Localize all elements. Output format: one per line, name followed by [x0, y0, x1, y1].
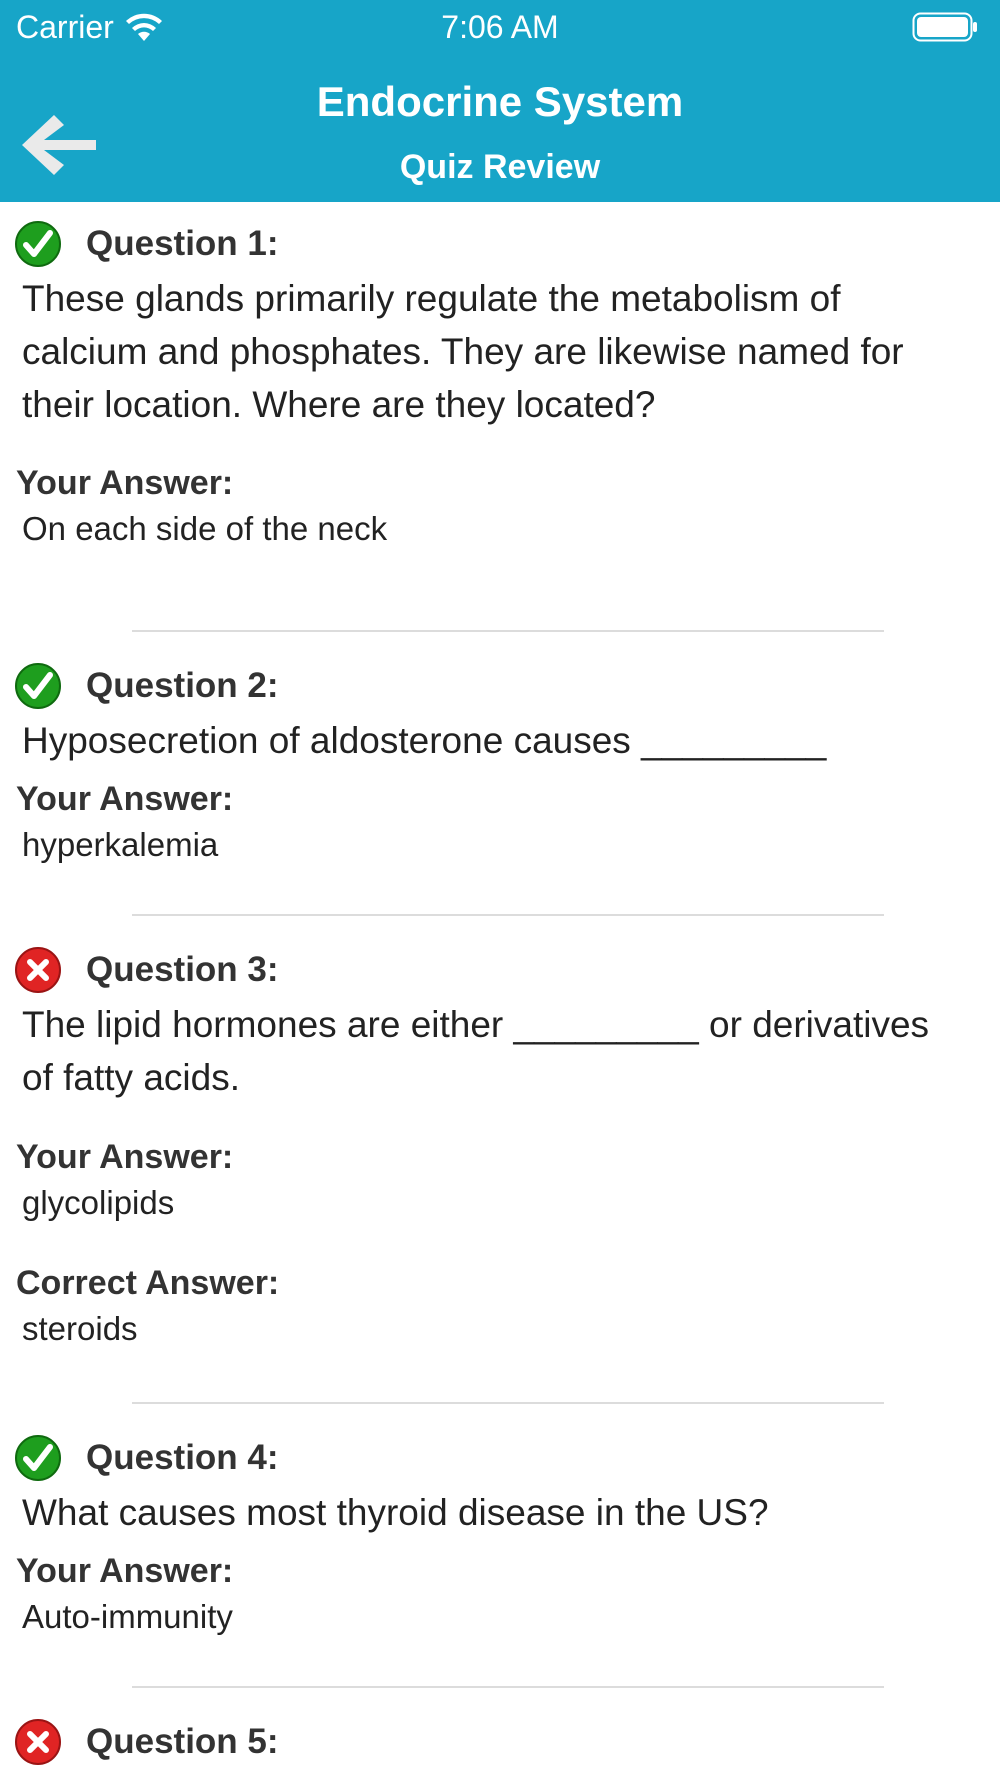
- question-text: The lipid hormones are either _________ or derivatives of fatty acids.: [22, 1004, 930, 1098]
- your-answer-value: glycolipids: [22, 1184, 175, 1221]
- question-label: Question 3:: [86, 950, 279, 989]
- page-title: Endocrine System: [316, 78, 684, 125]
- question-text: These glands primarily regulate the metabolism of calcium and phosphates. They are likewise named for their location. Where are they located?: [22, 278, 904, 425]
- divider: [132, 1402, 884, 1404]
- quiz-review-list[interactable]: [0, 202, 1000, 1778]
- status-time: 7:06 AM: [441, 9, 559, 45]
- question-header: [14, 662, 279, 710]
- question-label: Question 1:: [86, 224, 279, 263]
- question-header: [14, 220, 279, 268]
- divider: [132, 1686, 884, 1688]
- question-label: Question 4:: [86, 1438, 279, 1477]
- check-icon: [14, 1434, 62, 1482]
- status-bar: [0, 0, 1000, 56]
- question-label: Question 2:: [86, 666, 279, 705]
- x-mark-icon: [14, 1718, 62, 1766]
- question-header: [14, 1718, 279, 1766]
- question-header: [14, 1434, 279, 1482]
- correct-answer-value: steroids: [22, 1310, 138, 1347]
- your-answer-label: Your Answer:: [16, 780, 234, 818]
- page-subtitle: Quiz Review: [399, 148, 601, 186]
- question-text: What causes most thyroid disease in the US?: [22, 1492, 769, 1533]
- your-answer-label: Your Answer:: [16, 464, 234, 502]
- nav-header: [0, 0, 1000, 202]
- check-icon: [14, 662, 62, 710]
- divider: [132, 630, 884, 632]
- question-label: Question 5:: [86, 1722, 279, 1761]
- carrier-label: Carrier: [16, 9, 114, 45]
- your-answer-label: Your Answer:: [16, 1138, 234, 1176]
- your-answer-value: On each side of the neck: [22, 510, 388, 547]
- battery-icon: [912, 12, 978, 42]
- your-answer-value: hyperkalemia: [22, 826, 219, 863]
- your-answer-value: Auto-immunity: [22, 1598, 233, 1635]
- divider: [132, 914, 884, 916]
- your-answer-label: Your Answer:: [16, 1552, 234, 1590]
- question-header: [14, 946, 279, 994]
- check-icon: [14, 220, 62, 268]
- x-mark-icon: [14, 946, 62, 994]
- correct-answer-label: Correct Answer:: [16, 1264, 280, 1302]
- question-text: Hyposecretion of aldosterone causes _________: [22, 720, 827, 761]
